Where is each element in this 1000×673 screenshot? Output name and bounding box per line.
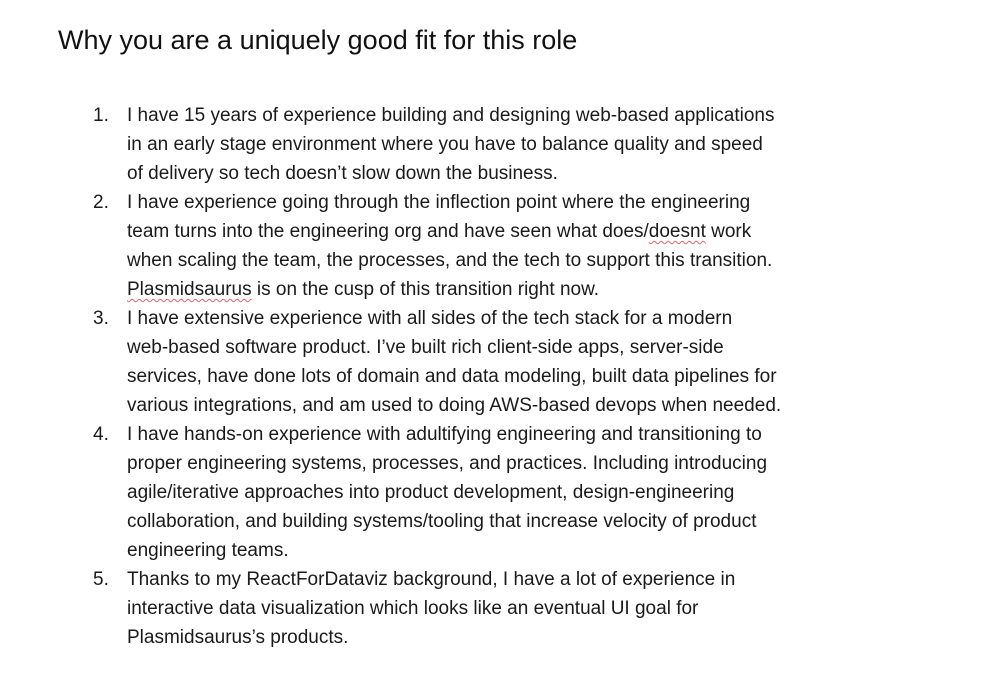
list-item-line (127, 275, 867, 304)
list-item-number: 5. (93, 569, 109, 590)
list-item-line: Plasmidsaurus’s products. (127, 627, 349, 648)
list-item (0, 304, 867, 420)
list-item (0, 420, 867, 565)
list-item-line (127, 217, 867, 246)
page-title: Why you are a uniquely good fit for this role (58, 25, 578, 55)
list-item-number: 3. (93, 308, 109, 329)
list-item-number: 1. (93, 105, 109, 126)
list-item (0, 101, 867, 188)
text-segment: is on the cusp of this transition right now. (251, 279, 600, 300)
list-item-line: collaboration, and building systems/tooling that increase velocity of product (127, 511, 757, 532)
list-item-line: when scaling the team, the processes, and the tech to support this transition. (127, 250, 773, 271)
misspelled-word: Plasmidsaurus (127, 279, 252, 300)
list-item-line: web-based software product. I’ve built rich client-side apps, server-side (127, 337, 724, 358)
list-item-line: agile/iterative approaches into product development, design-engineering (127, 482, 735, 503)
list-item-line: interactive data visualization which looks like an eventual UI goal for (127, 598, 699, 619)
text-segment: work (705, 221, 752, 242)
list-item-line: I have experience going through the inflection point where the engineering (127, 192, 751, 213)
list-item-line: I have hands-on experience with adultifying engineering and transitioning to (127, 424, 762, 445)
list-item-line: of delivery so tech doesn’t slow down the business. (127, 163, 558, 184)
list-item-line: I have 15 years of experience building and designing web-based applications (127, 105, 775, 126)
list-item (0, 565, 867, 652)
reasons-list (0, 101, 867, 652)
list-item-line: I have extensive experience with all sides of the tech stack for a modern (127, 308, 733, 329)
text-segment: team turns into the engineering org and have seen what does/ (127, 221, 649, 242)
list-item-line: proper engineering systems, processes, and practices. Including introducing (127, 453, 768, 474)
misspelled-word: doesnt (648, 221, 706, 242)
list-item-number: 4. (93, 424, 109, 445)
list-item-line: various integrations, and am used to doing AWS-based devops when needed. (127, 395, 782, 416)
list-item (0, 188, 867, 304)
list-item-line: engineering teams. (127, 540, 289, 561)
list-item-number: 2. (93, 192, 109, 213)
list-item-line: Thanks to my ReactForDataviz background, I have a lot of experience in (127, 569, 736, 590)
list-item-line: in an early stage environment where you have to balance quality and speed (127, 134, 763, 155)
list-item-line: services, have done lots of domain and data modeling, built data pipelines for (127, 366, 777, 387)
